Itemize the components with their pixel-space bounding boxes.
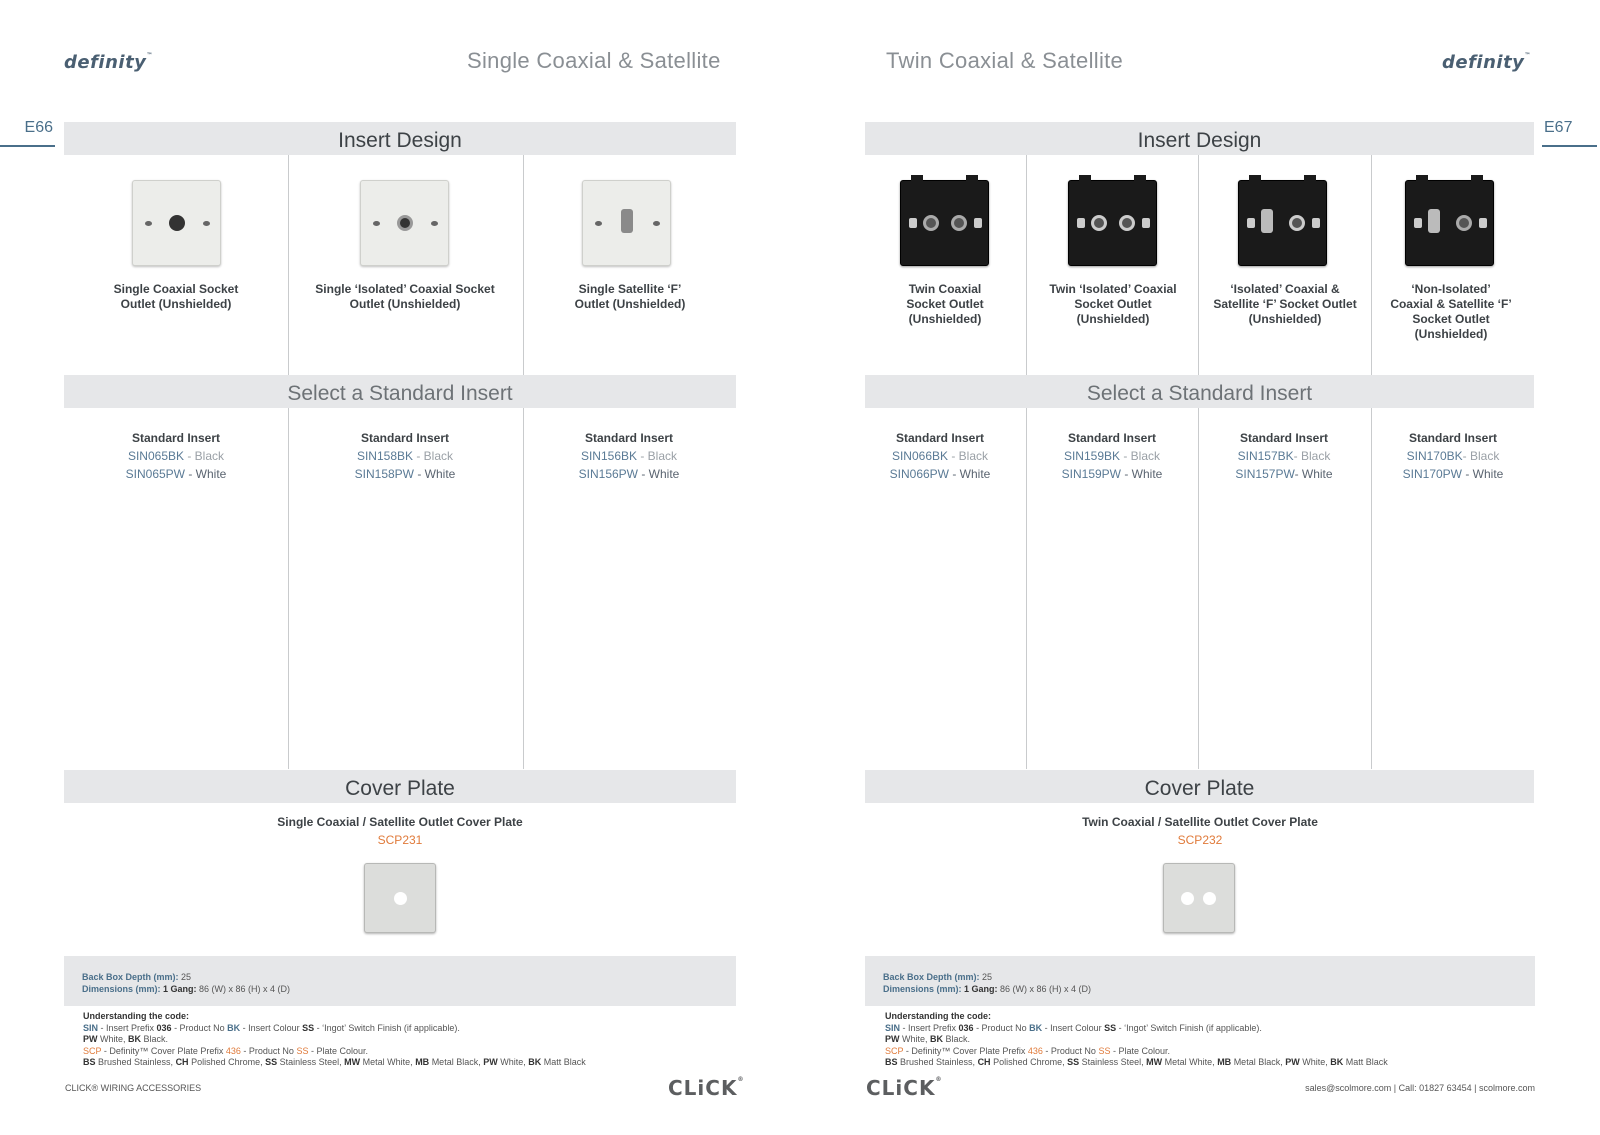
product-caption: Single Satellite ‘F’ Outlet (Unshielded) [574, 282, 686, 311]
insert-code-black: SIN170BK- Black [1406, 449, 1500, 463]
column-divider [288, 155, 289, 769]
footer-contact: sales@scolmore.com | Call: 01827 63454 | scolmore.com [1305, 1083, 1535, 1093]
insert-code-white: SIN156PW - White [578, 467, 680, 481]
page-right [800, 0, 1600, 1135]
insert-code-white: SIN066PW - White [889, 467, 991, 481]
dimensions-panel: Back Box Depth (mm): 25 Dimensions (mm): 1 Gang: 86 (W) x 86 (H) x 4 (D) [64, 956, 736, 1006]
isolated-coaxial-socket-image [360, 180, 449, 266]
cover-plate-code: SCP232 [1177, 833, 1223, 847]
insert-code-black: SIN065BK - Black [127, 449, 225, 463]
product-caption: Twin ‘Isolated’ Coaxial Socket Outlet (Unshielded) [1049, 282, 1177, 326]
single-cover-plate-image [364, 863, 436, 933]
insert-code-white: SIN158PW - White [354, 467, 456, 481]
dimensions-panel: Back Box Depth (mm): 25 Dimensions (mm): 1 Gang: 86 (W) x 86 (H) x 4 (D) [865, 956, 1535, 1006]
page-number: E67 [1542, 119, 1597, 147]
insert-title: Standard Insert [584, 431, 674, 445]
insert-title: Standard Insert [1408, 431, 1498, 445]
column-divider [1026, 155, 1027, 769]
column-divider [523, 155, 524, 769]
insert-code-black: SIN159BK - Black [1063, 449, 1161, 463]
product-caption: ‘Isolated’ Coaxial & Satellite ‘F’ Socket Outlet (Unshielded) [1213, 282, 1357, 326]
product-caption: ‘Non-Isolated’ Coaxial & Satellite ‘F’ Socket Outlet (Unshielded) [1390, 282, 1512, 341]
select-standard-insert-band: Select a Standard Insert [865, 375, 1534, 408]
product-caption: Single ‘Isolated’ Coaxial Socket Outlet (Unshielded) [315, 282, 495, 311]
product-caption: Single Coaxial Socket Outlet (Unshielded) [113, 282, 239, 311]
insert-code-white: SIN159PW - White [1061, 467, 1163, 481]
page-heading: Single Coaxial & Satellite [467, 48, 721, 73]
cover-plate-band: Cover Plate [64, 770, 736, 803]
satellite-f-outlet-image [582, 180, 671, 266]
insert-title: Standard Insert [1239, 431, 1329, 445]
click-logo: CLiCK® [866, 1076, 943, 1100]
column-divider [1198, 155, 1199, 769]
insert-code-white: SIN157PW- White [1235, 467, 1333, 481]
insert-design-band: Insert Design [865, 122, 1534, 155]
code-key: Understanding the code: SIN - Insert Prefix 036 - Product No BK - Insert Colour SS - ‘Ingot’ Switch Finish (if applicable). PW White, BK Black. SCP - Definity™ Cover Plate Prefix 436 - Product No SS - Plate Colour. BS Brushed Stainless, CH Polished Chrome, SS Stainless Steel, MW Metal White, MB Metal Black, PW White, BK Matt Black [83, 1011, 586, 1068]
insert-title: Standard Insert [131, 431, 221, 445]
insert-code-black: SIN157BK- Black [1237, 449, 1331, 463]
product-caption: Twin Coaxial Socket Outlet (Unshielded) [906, 282, 984, 326]
isolated-coaxial-satellite-image [1238, 180, 1327, 266]
insert-title: Standard Insert [360, 431, 450, 445]
twin-isolated-coaxial-socket-image [1068, 180, 1157, 266]
twin-coaxial-socket-image [900, 180, 989, 266]
insert-title: Standard Insert [895, 431, 985, 445]
insert-title: Standard Insert [1067, 431, 1157, 445]
cover-plate-title: Twin Coaxial / Satellite Outlet Cover Plate [1082, 815, 1318, 829]
page-heading: Twin Coaxial & Satellite [886, 48, 1124, 73]
insert-code-black: SIN066BK - Black [891, 449, 989, 463]
column-divider [1371, 155, 1372, 769]
insert-code-white: SIN170PW - White [1402, 467, 1504, 481]
select-standard-insert-band: Select a Standard Insert [64, 375, 736, 408]
cover-plate-title: Single Coaxial / Satellite Outlet Cover Plate [277, 815, 523, 829]
non-isolated-coaxial-satellite-image [1405, 180, 1494, 266]
coaxial-socket-image [132, 180, 221, 266]
footer-brand-text: CLICK® WIRING ACCESSORIES [65, 1083, 202, 1093]
cover-plate-band: Cover Plate [865, 770, 1534, 803]
insert-code-black: SIN156BK - Black [580, 449, 678, 463]
click-logo: CLiCK® [668, 1076, 745, 1100]
code-key: Understanding the code: SIN - Insert Prefix 036 - Product No BK - Insert Colour SS - ‘Ingot’ Switch Finish (if applicable). PW White, BK Black. SCP - Definity™ Cover Plate Prefix 436 - Product No SS - Plate Colour. BS Brushed Stainless, CH Polished Chrome, SS Stainless Steel, MW Metal White, MB Metal Black, PW White, BK Matt Black [885, 1011, 1388, 1068]
definity-logo: definity™ [64, 52, 153, 73]
insert-code-white: SIN065PW - White [125, 467, 227, 481]
insert-code-black: SIN158BK - Black [356, 449, 454, 463]
definity-logo: definity™ [1442, 52, 1531, 73]
cover-plate-code: SCP231 [377, 833, 423, 847]
page-number: E66 [0, 119, 55, 147]
twin-cover-plate-image [1163, 863, 1235, 933]
insert-design-band: Insert Design [64, 122, 736, 155]
